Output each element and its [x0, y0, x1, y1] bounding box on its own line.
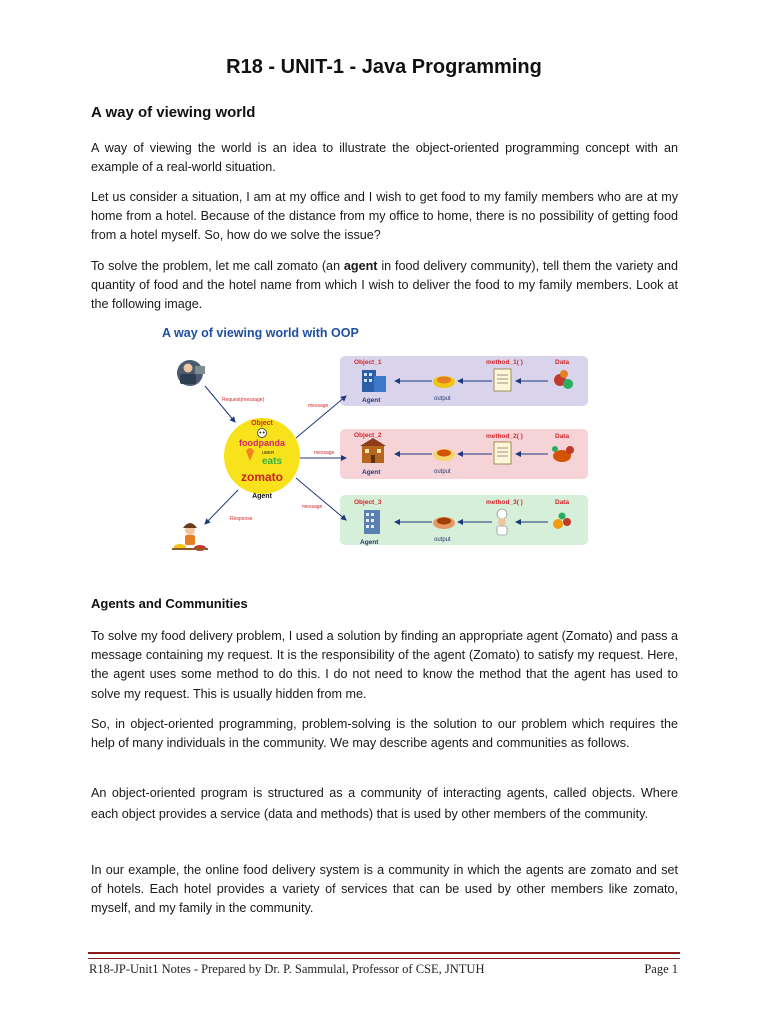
object-1-data: Data: [555, 359, 570, 366]
section-heading-agents: Agents and Communities: [91, 596, 248, 611]
page-title: R18 - UNIT-1 - Java Programming: [226, 56, 542, 78]
food-plate-icon: [433, 376, 455, 388]
object-3-method: method_3( ): [486, 499, 523, 506]
object-2-output: output: [434, 469, 451, 475]
message-label-1: message: [308, 403, 329, 409]
object-3-label: Object_3: [354, 499, 382, 506]
request-arrow: [205, 386, 235, 422]
paragraph: A way of viewing the world is an idea to illustrate the object-oriented programming concept with an example of a real-world situation.: [91, 141, 678, 175]
brand-ubereats: eats: [261, 456, 283, 467]
object-3-agent: Agent: [360, 539, 379, 546]
oop-diagram: [150, 318, 600, 558]
object-1-agent: Agent: [362, 397, 381, 404]
paragraph: To solve my food delivery problem, I used a solution by finding an appropriate agent (Zomato) and pass a message containing my request. It is the responsibility of the agent (Zomato) to satisfy my request. Here, the agent uses some method to do this. I do not need to know the method that the agent has used to solve my request. This is usually hidden from me.: [91, 629, 678, 701]
agent-label: Agent: [252, 493, 272, 500]
person-office-icon: [177, 360, 205, 386]
object-2-label: Object_2: [354, 432, 382, 439]
object-3-output: output: [434, 537, 451, 543]
hotel-tower-icon: [364, 510, 380, 534]
page-number: Page 1: [644, 962, 678, 976]
paragraph: In our example, the online food delivery system is a community in which the agents are zomato and set of hotels. Each hotel provides a variety of services that can be used by other members like zomato, myself, and my family in the community.: [91, 863, 678, 916]
brand-foodpanda: foodpanda: [239, 438, 285, 448]
family-member-icon: [172, 523, 208, 551]
object-1-method: method_1( ): [486, 359, 523, 366]
paragraph-text: in food delivery community), tell them the variety and quantity of food and the hotel name from which I wish to deliver the food to my family members. Look at the following image.: [91, 259, 678, 312]
paragraph-text: To solve the problem, let me call zomato (an: [91, 259, 344, 273]
object-1-output: output: [434, 396, 451, 402]
footer-credit: R18-JP-Unit1 Notes - Prepared by Dr. P. Sammulal, Professor of CSE, JNTUH: [89, 962, 485, 976]
message-arrow-3: [296, 478, 346, 520]
recipe-document-icon: [494, 442, 511, 464]
food-plate-icon: [433, 449, 455, 461]
brand-uber-small: UBER: [261, 450, 275, 455]
paragraph: An object-oriented program is structured as a community of interacting agents, called objects. Where each object provides a service (data and methods) that is used by other members of the community.: [91, 786, 678, 821]
oop-diagram-figure: [150, 318, 600, 558]
object-3-data: Data: [555, 499, 570, 506]
message-label-2: message: [314, 450, 335, 456]
section-heading-viewing-world: A way of viewing world: [91, 104, 256, 121]
paragraph: Let us consider a situation, I am at my office and I wish to get food to my family members who are at my home from a hotel. Because of the distance from my office to home, there is no possibility of getting food from a hotel myself. So, how do we solve the issue?: [91, 190, 678, 243]
chef-icon: [497, 509, 507, 535]
paragraph: So, in object-oriented programming, problem-solving is the solution to our problem which requires the help of many individuals in the community. We may describe agents and communities as follows.: [91, 717, 678, 751]
object-2-data: Data: [555, 433, 570, 440]
paragraph: [91, 257, 678, 315]
object-1-label: Object_1: [354, 359, 382, 366]
brand-zomato: zomato: [241, 470, 283, 484]
message-label-3: message: [302, 504, 323, 510]
bold-term-agent: agent: [343, 259, 378, 273]
diagram-title: A way of viewing world with OOP: [162, 326, 359, 340]
food-plate-icon: [433, 517, 455, 529]
agent-object-label: Object: [251, 420, 273, 427]
object-2-method: method_2( ): [486, 433, 523, 440]
panda-icon: [258, 429, 267, 438]
footer-divider: [88, 952, 680, 959]
recipe-document-icon: [494, 369, 511, 391]
response-label: Response: [230, 516, 253, 522]
object-2-agent: Agent: [362, 469, 381, 476]
request-label: Request(message): [222, 397, 265, 403]
